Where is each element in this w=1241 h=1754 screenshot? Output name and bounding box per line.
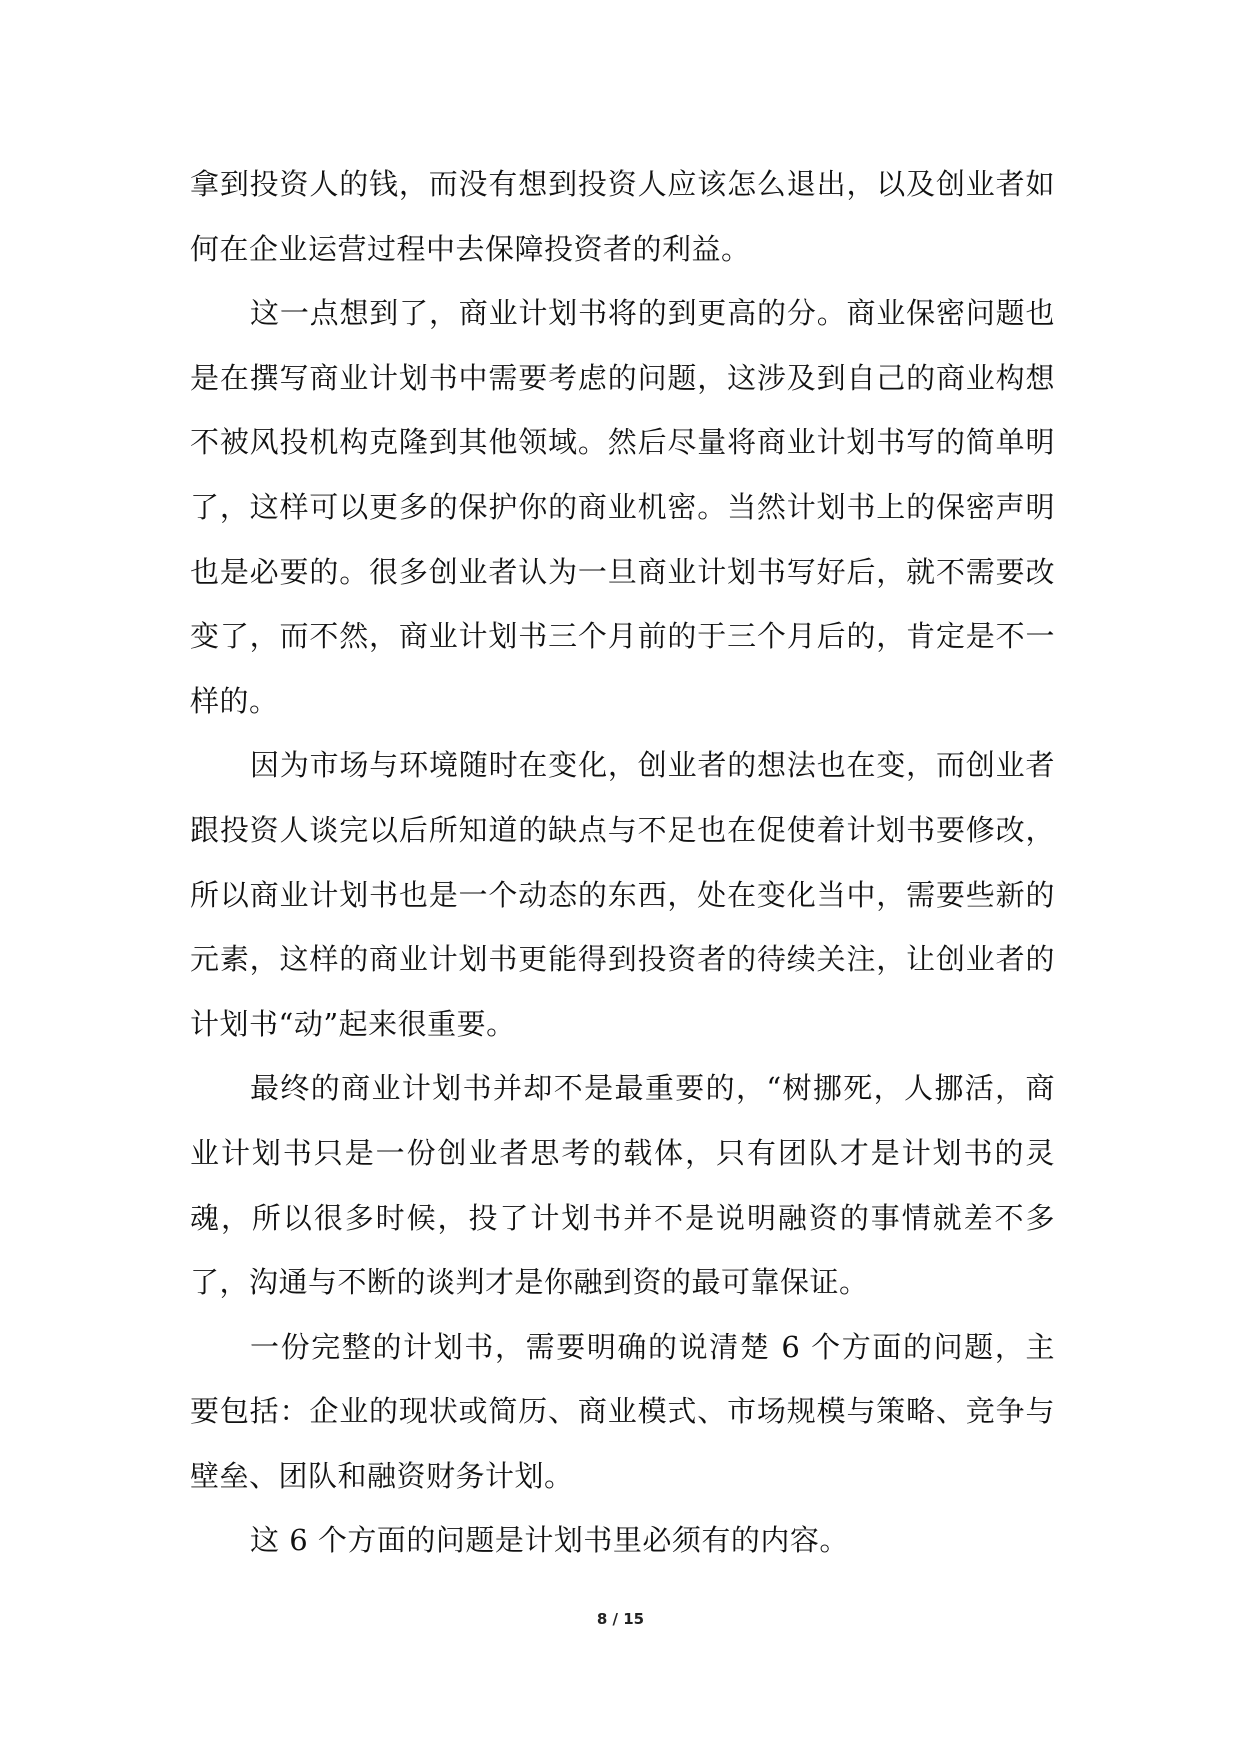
paragraph-3: 因为市场与环境随时在变化，创业者的想法也在变，而创业者跟投资人谈完以后所知道的缺点与不足也在促使着计划书要修改，所以商业计划书也是一个动态的东西，处在变化当中，需要些新的元素，这样的商业计划书更能得到投资者的待续关注，让创业者的计划书“动”起来很重要。: [190, 748, 1055, 1041]
paragraph-1: 拿到投资人的钱，而没有想到投资人应该怎么退出，以及创业者如何在企业运营过程中去保障投资者的利益。: [190, 167, 1055, 266]
paragraph-6: 这 6 个方面的问题是计划书里必须有的内容。: [250, 1523, 849, 1558]
document-body: [190, 152, 1055, 1573]
paragraph-2: 这一点想到了，商业计划书将的到更高的分。商业保密问题也是在撰写商业计划书中需要考虑的问题，这涉及到自己的商业构想不被风投机构克隆到其他领域。然后尽量将商业计划书写的简单明了，这样可以更多的保护你的商业机密。当然计划书上的保密声明也是必要的。很多创业者认为一旦商业计划书写好后，就不需要改变了，而不然，商业计划书三个月前的于三个月后的，肯定是不一样的。: [190, 296, 1055, 718]
paragraph-5: 一份完整的计划书，需要明确的说清楚 6 个方面的问题，主要包括：企业的现状或简历、商业模式、市场规模与策略、竞争与壁垒、团队和融资财务计划。: [190, 1329, 1055, 1493]
paragraph-4: 最终的商业计划书并却不是最重要的，“树挪死，人挪活，商业计划书只是一份创业者思考的载体，只有团队才是计划书的灵魂，所以很多时候，投了计划书并不是说明融资的事情就差不多了，沟通与不断的谈判才是你融到资的最可靠保证。: [190, 1071, 1055, 1300]
page-number: 8 / 15: [596, 1610, 645, 1628]
